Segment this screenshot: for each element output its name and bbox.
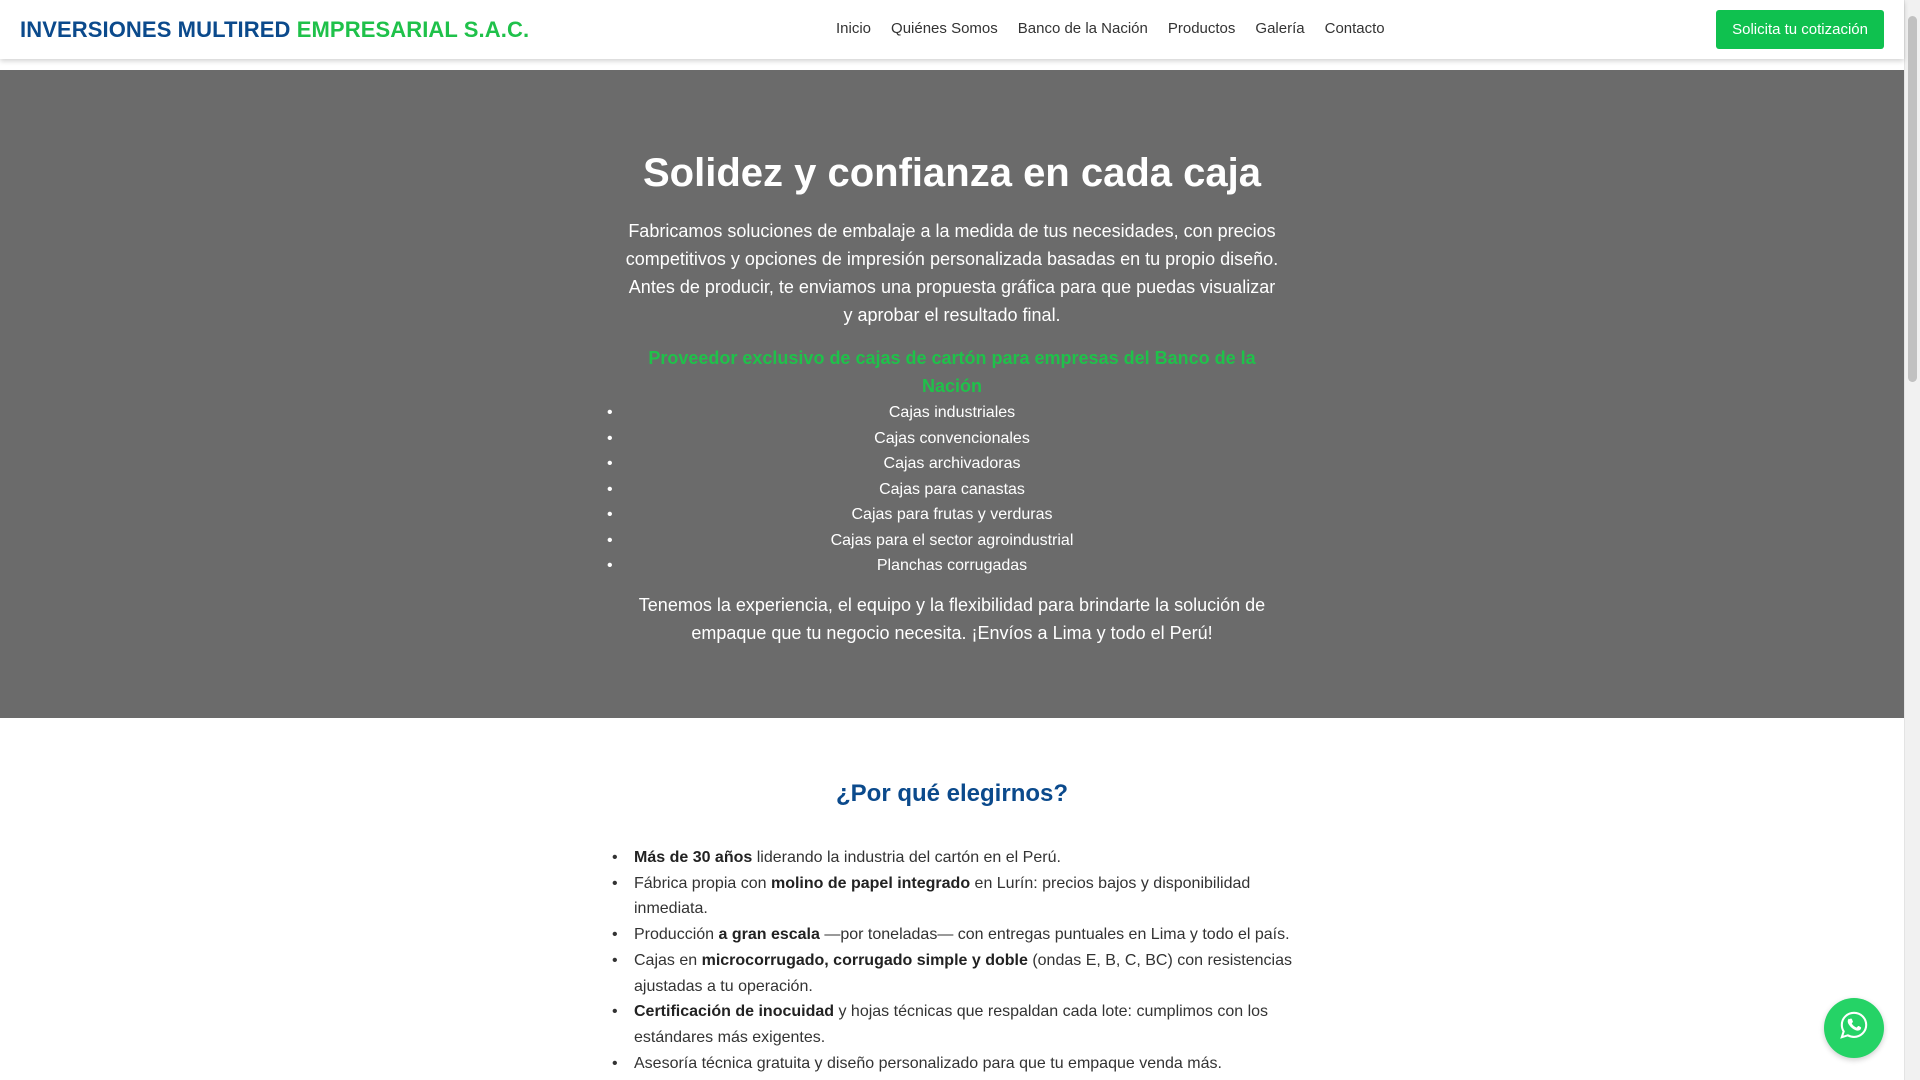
why-choose-us-list: [612, 845, 1292, 1076]
why-item-text: Producción: [634, 926, 719, 944]
nav-banco-de-la-nacion[interactable]: Banco de la Nación: [1017, 20, 1148, 37]
product-item: • Cajas industriales: [612, 400, 1292, 426]
main-nav: [836, 20, 1385, 37]
nav-productos[interactable]: Productos: [1167, 20, 1236, 37]
product-item: • Cajas para frutas y verduras: [612, 502, 1292, 528]
why-item-text: y hojas técnicas que respaldan cada lote: cumplimos con los estándares más exigentes.: [634, 1003, 1269, 1046]
why-item: • Más de 30 años liderando la industria del cartón en el Perú.: [612, 849, 1061, 866]
why-item-text: (ondas E, B, C, BC) con resistencias ajustadas a tu operación.: [634, 951, 1292, 995]
hero-title: Solidez y confianza en cada caja: [642, 151, 1261, 195]
why-item-highlight: microcorrugado, corrugado simple y doble: [701, 951, 1028, 969]
product-item: • Cajas archivadoras: [612, 451, 1292, 477]
product-item: • Planchas corrugadas: [612, 553, 1292, 579]
why-item: • Certificación de inocuidad y hojas técnicas que respaldan cada lote: cumplimos con los estándares más exigentes.: [612, 1003, 1269, 1046]
why-item-highlight: Certificación de inocuidad: [634, 1003, 835, 1021]
exclusive-provider-note: [642, 344, 1262, 400]
whatsapp-icon: [1839, 1010, 1869, 1046]
why-item-text: en Lurín: precios bajos y disponibilidad inmediata.: [634, 874, 1251, 918]
why-item: • Producción a gran escala —por toneladas— con entregas puntuales en Lima y todo el país.: [612, 926, 1290, 944]
site-header: [0, 0, 1904, 59]
logo-text-primary: INVERSIONES MULTIRED: [20, 17, 291, 42]
product-item: • Cajas para el sector agroindustrial: [612, 528, 1292, 554]
hero-section: [0, 70, 1904, 718]
nav-inicio[interactable]: Inicio: [836, 20, 872, 37]
why-item: • Asesoría técnica gratuita y diseño personalizado para que tu empaque venda más.: [612, 1054, 1222, 1072]
why-item: • Cajas en microcorrugado, corrugado simple y doble (ondas E, B, C, BC) con resistencias ajustadas a tu operación.: [612, 951, 1292, 995]
why-choose-us-title: ¿Por qué elegirnos?: [835, 780, 1069, 807]
hero-closing: Tenemos la experiencia, el equipo y la flexibilidad para brindarte la solución de empaque que tu negocio necesita. ¡Envíos a Lima y todo el Perú!: [638, 594, 1266, 643]
exclusive-provider-text: Proveedor exclusivo de cajas de cartón para empresas del Banco de la Nación: [648, 348, 1256, 396]
why-item-highlight: molino de papel integrado: [770, 874, 971, 892]
hero-lead: Fabricamos soluciones de embalaje a la medida de tus necesidades, con precios competitivos y opciones de impresión personalizada basadas en tu propio diseño. Antes de producir, te enviamos una propuesta gráfica para que puedas visualizar y aprobar el resultado final.: [625, 221, 1279, 325]
why-item-highlight: a gran escala: [718, 926, 820, 944]
why-item-text: Fábrica propia con: [634, 874, 771, 892]
why-item-text: liderando la industria del cartón en el Perú.: [752, 849, 1061, 866]
why-item-text: —por toneladas— con entregas puntuales en Lima y todo el país.: [819, 926, 1290, 944]
why-item-text: Cajas en: [634, 951, 702, 969]
hero-content: [612, 70, 1292, 647]
site-logo[interactable]: [20, 17, 529, 43]
quote-request-button[interactable]: Solicita tu cotización: [1716, 10, 1884, 49]
why-item-text: Asesoría técnica gratuita y diseño personalizado para que tu empaque venda más.: [634, 1054, 1222, 1072]
nav-contacto[interactable]: Contacto: [1324, 20, 1385, 37]
why-item-highlight: Más de 30 años: [634, 849, 753, 866]
nav-quienes-somos[interactable]: Quiénes Somos: [891, 20, 998, 37]
whatsapp-float-button[interactable]: [1824, 998, 1884, 1058]
logo-text-secondary: EMPRESARIAL S.A.C.: [296, 17, 530, 42]
product-list: [612, 400, 1292, 579]
page-scrollbar[interactable]: [1904, 0, 1920, 1080]
scrollbar-thumb[interactable]: [1908, 16, 1917, 382]
why-item: • Fábrica propia con molino de papel integrado en Lurín: precios bajos y disponibilidad inmediata.: [612, 874, 1251, 918]
product-item: • Cajas convencionales: [612, 426, 1292, 452]
nav-galeria[interactable]: Galería: [1255, 20, 1305, 37]
product-item: • Cajas para canastas: [612, 477, 1292, 503]
